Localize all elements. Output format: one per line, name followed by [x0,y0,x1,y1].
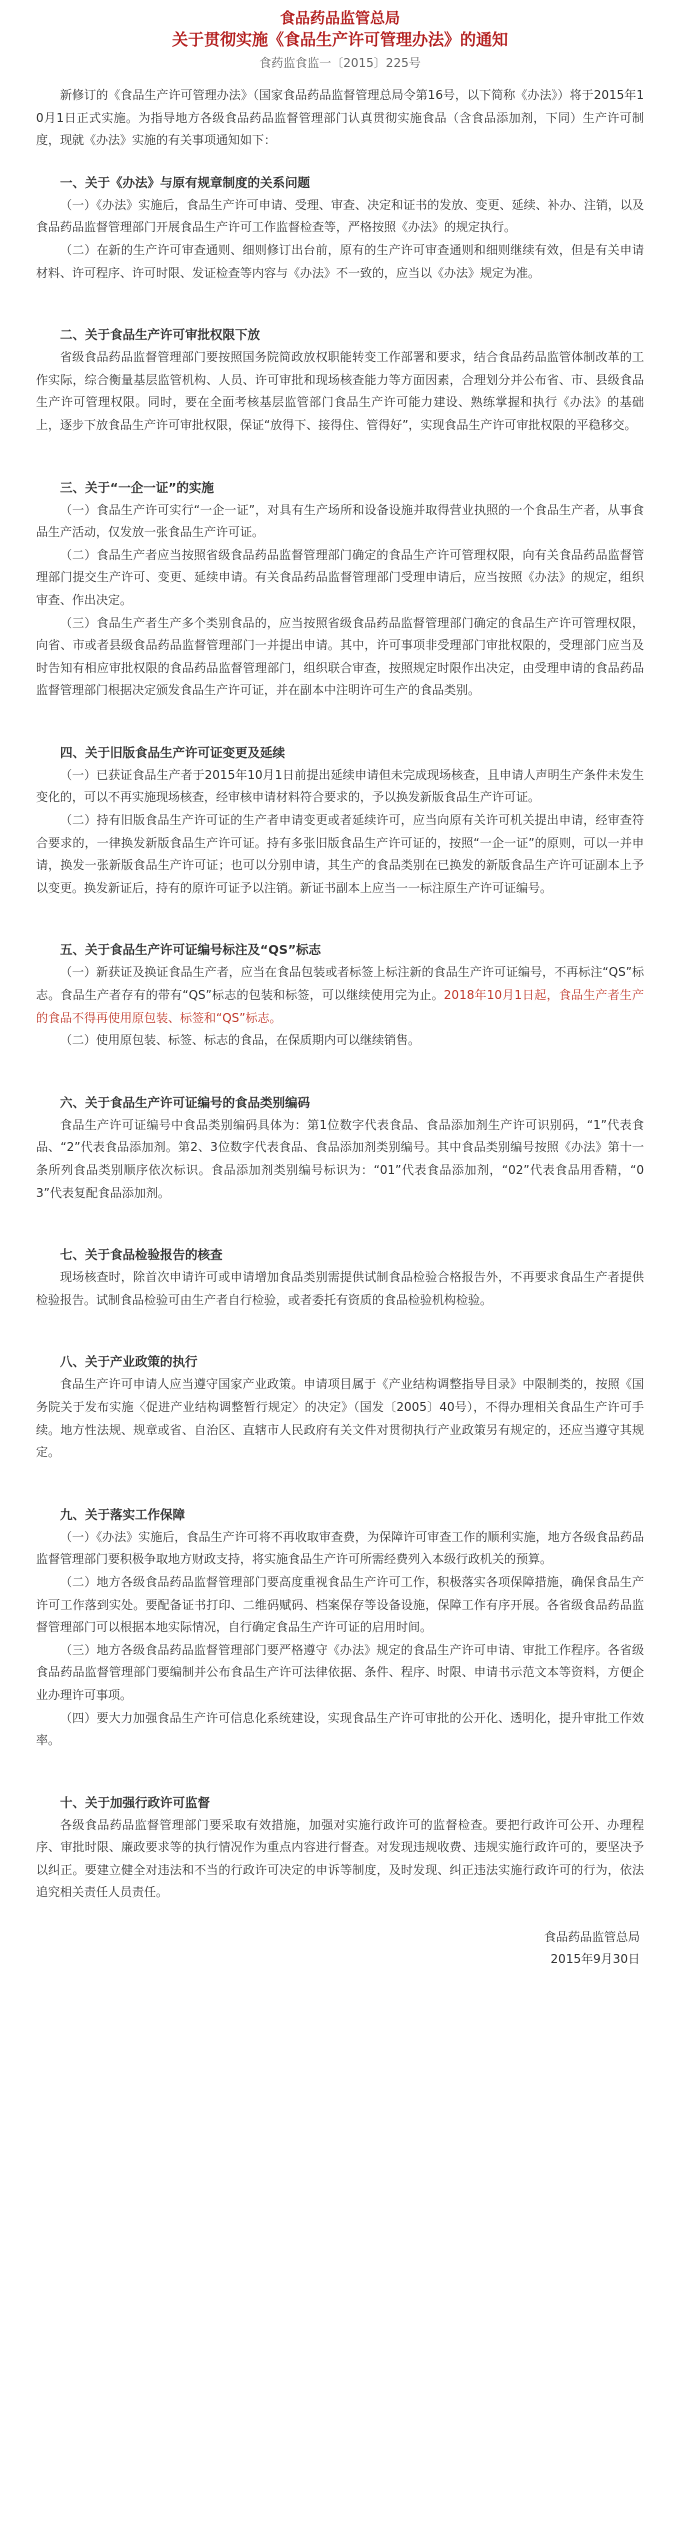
issuing-org: 食品药品监管总局 [279,9,400,27]
section-4-paragraph-2: （二）持有旧版食品生产许可证的生产者申请变更或者延续许可，应当向原有关许可机关提出申请，经审查符合要求的，一律换发新版食品生产许可证。持有多张旧版食品生产许可证的，按照“一企一证”的原则，可以一并申请，换发一张新版食品生产许可证；也可以分别申请，其生产的食品类别在已换发的新版食品生产许可证副本上予以变更。换发新证后，持有的原许可证予以注销。新证书副本上应当一一标注原生产许可证编号。 [36,813,644,895]
section-4-title: 四、关于旧版食品生产许可证变更及延续 [60,744,286,760]
notice-title: 关于贯彻实施《食品生产许可管理办法》的通知 [171,30,508,49]
section-7-title: 七、关于食品检验报告的核查 [60,1247,223,1263]
section-1-paragraph-1: （一）《办法》实施后，食品生产许可申请、受理、审查、决定和证书的发放、变更、延续、补办、注销，以及食品药品监督管理部门开展食品生产许可工作监督检查等，严格按照《办法》的规定执行。 [36,197,644,235]
section-3-paragraph-1: （一）食品生产许可实行“一企一证”，对具有生产场所和设备设施并取得营业执照的一个食品生产者，从事食品生产活动，仅发放一张食品生产许可证。 [36,502,644,540]
section-10-paragraph-1: 各级食品药品监督管理部门要采取有效措施，加强对实施行政许可的监督检查。要把行政许可公开、办理程序、审批时限、廉政要求等的执行情况作为重点内容进行督查。对发现违规收费、违规实施行政许可的，要坚决予以纠正。要建立健全对违法和不当的行政许可决定的申诉等制度，及时发现、纠正违法实施行政许可的行为，依法追究相关责任人员责任。 [36,1817,644,1900]
section-8-paragraph-1: 食品生产许可申请人应当遵守国家产业政策。申请项目属于《产业结构调整指导目录》中限制类的，按照《国务院关于发布实施〈促进产业结构调整暂行规定〉的决定》（国发〔2005〕40号），不得办理相关食品生产许可手续。地方性法规、规章或省、自治区、直辖市人民政府有关文件对贯彻执行产业政策另有规定的，还应当遵守其规定。 [36,1377,644,1460]
intro-paragraph: 新修订的《食品生产许可管理办法》（国家食品药品监督管理总局令第16号，以下简称《办法》）将于2015年10月1日正式实施。为指导地方各级食品药品监督管理部门认真贯彻实施食品（含食品添加剂，下同）生产许可制度，现就《办法》实施的有关事项通知如下： [36,88,644,148]
section-9-title: 九、关于落实工作保障 [60,1506,186,1522]
section-8-title: 八、关于产业政策的执行 [60,1354,198,1370]
section-3-paragraph-3: （三）食品生产者生产多个类别食品的，应当按照省级食品药品监督管理部门确定的食品生产许可管理权限，向省、市或者县级食品药品监督管理部门一并提出申请。其中，许可事项非受理部门审批权限的，受理部门应当及时告知有相应审批权限的食品药品监督管理部门，组织联合审查，按照规定时限作出决定，由受理申请的食品药品监督管理部门根据决定颁发食品生产许可证，并在副本中注明许可生产的食品类别。 [36,615,644,698]
document-number: 食药监食监一〔2015〕225号 [259,56,421,70]
section-5-paragraph-1 [36,961,644,1029]
section-9-paragraph-3: （三）地方各级食品药品监督管理部门要严格遵守《办法》规定的食品生产许可申请、审批工作程序。各省级食品药品监督管理部门要编制并公布食品生产许可法律依据、条件、程序、时限、申请书示范文本等资料，方便企业办理许可事项。 [36,1642,644,1702]
qs-deadline-highlight: 2018年10月1日起，食品生产者生产的食品不得再使用原包装、标签和“QS”标志。 [36,988,644,1025]
section-2-paragraph-1: 省级食品药品监督管理部门要按照国务院简政放权职能转变工作部署和要求，结合食品药品监管体制改革的工作实际，综合衡量基层监管机构、人员、许可审批和现场核查能力等方面因素，合理划分并公布省、市、县级食品生产许可管理权限。同时，要在全面考核基层监管部门食品生产许可能力建设、熟练掌握和执行《办法》的基础上，逐步下放食品生产许可审批权限，保证“放得下、接得住、管得好”，实现食品生产许可审批权限的平稳移交。 [36,350,644,432]
signature-org: 食品药品监管总局 [543,1930,640,1945]
section-10-title: 十、关于加强行政许可监督 [60,1794,211,1810]
section-5-paragraph-2: （二）使用原包装、标签、标志的食品，在保质期内可以继续销售。 [60,1033,421,1048]
section-1-title: 一、关于《办法》与原有规章制度的关系问题 [60,174,311,190]
signature-date: 2015年9月30日 [550,1952,640,1967]
section-1-paragraph-2: （二）在新的生产许可审查通则、细则修订出台前，原有的生产许可审查通则和细则继续有效，但是有关申请材料、许可程序、许可时限、发证检查等内容与《办法》不一致的，应当以《办法》规定为准。 [36,242,644,280]
section-4-paragraph-1: （一）已获证食品生产者于2015年10月1日前提出延续申请但未完成现场核查，且申请人声明生产条件未发生变化的，可以不再实施现场核查，经审核申请材料符合要求的，予以换发新版食品生产许可证。 [36,767,644,805]
section-3-title: 三、关于“一企一证”的实施 [60,479,214,495]
section-6-paragraph-1: 食品生产许可证编号中食品类别编码具体为：第1位数字代表食品、食品添加剂生产许可识别码，“1”代表食品、“2”代表食品添加剂。第2、3位数字代表食品、食品添加剂类别编号。其中食品类别编号按照《办法》第十一条所列食品类别顺序依次标识。食品添加剂类别编号标识为：“01”代表食品添加剂，“02”代表食品用香精，“03”代表复配食品添加剂。 [36,1117,644,1200]
section-7-paragraph-1: 现场核查时，除首次申请许可或申请增加食品类别需提供试制食品检验合格报告外，不再要求食品生产者提供检验报告。试制食品检验可由生产者自行检验，或者委托有资质的食品检验机构检验。 [36,1270,644,1307]
section-2-title: 二、关于食品生产许可审批权限下放 [60,327,261,343]
section-9-paragraph-2: （二）地方各级食品药品监督管理部门要高度重视食品生产许可工作，积极落实各项保障措施，确保食品生产许可工作落到实处。要配备证书打印、二维码赋码、档案保存等设备设施，保障工作有序开展。各省级食品药品监督管理部门可以根据本地实际情况，自行确定食品生产许可证的启用时间。 [36,1574,644,1635]
section-6-title: 六、关于食品生产许可证编号的食品类别编码 [60,1094,311,1110]
section-9-paragraph-1: （一）《办法》实施后，食品生产许可将不再收取审查费，为保障许可审查工作的顺利实施，地方各级食品药品监督管理部门要积极争取地方财政支持，将实施食品生产许可所需经费列入本级行政机关的预算。 [36,1529,644,1567]
section-5-paragraph-1-text: （一）新获证及换证食品生产者，应当在食品包装或者标签上标注新的食品生产许可证编号，不再标注“QS”标志。食品生产者存有的带有“QS”标志的包装和标签，可以继续使用完为止。 [36,965,644,1003]
section-3-paragraph-2: （二）食品生产者应当按照省级食品药品监督管理部门确定的食品生产许可管理权限，向有关食品药品监督管理部门提交生产许可、变更、延续申请。有关食品药品监督管理部门受理申请后，应当按照《办法》的规定，组织审查、作出决定。 [36,547,644,607]
section-5-title: 五、关于食品生产许可证编号标注及“QS”标志 [60,942,322,958]
section-9-paragraph-4: （四）要大力加强食品生产许可信息化系统建设，实现食品生产许可审批的公开化、透明化，提升审批工作效率。 [36,1710,644,1748]
